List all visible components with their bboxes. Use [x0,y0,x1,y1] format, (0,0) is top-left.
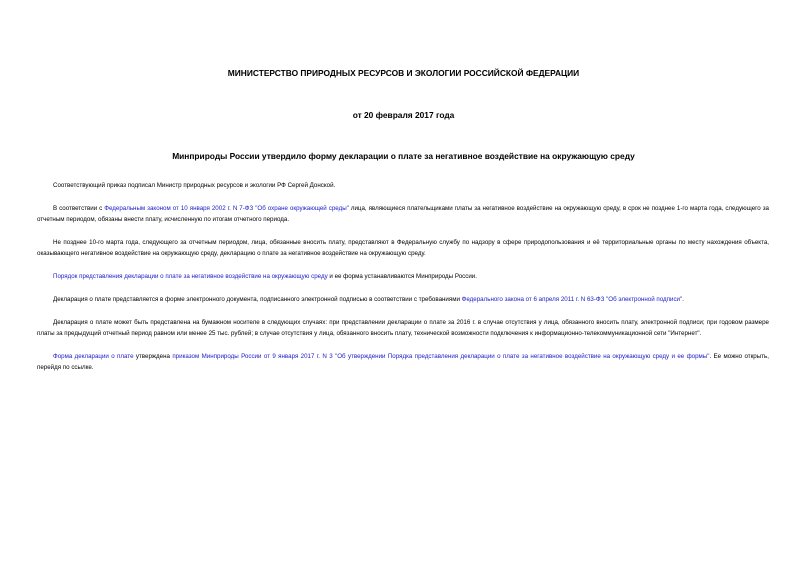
document-body [37,180,769,373]
paragraph-4-text-end: и ее форма устанавливаются Минприроды России. [327,273,477,280]
federal-law-signature-link[interactable]: Федерального закона от 6 апреля 2011 г. N 63-ФЗ "Об электронной подписи" [461,296,683,303]
paragraph-2-text-start: В соответствии с [53,205,105,212]
document-date: от 20 февраля 2017 года [352,110,455,120]
paragraph-4 [37,271,769,282]
paragraph-5-text-end: . [682,296,684,303]
paragraph-7-text-end: . Ее можно открыть, перейдя по ссылке. [37,353,769,371]
paragraph-2-text-end: лица, являющиеся плательщиками платы за негативное воздействие на окружающую среду, в срок не позднее 1-го марта года, следующего за отчетным периодом, обязаны внести плату, исчисленную по итогам отчетного периода. [37,205,769,223]
paragraph-3 [37,237,769,259]
ministry-order-link[interactable]: приказом Минприроды России от 9 января 2017 г. N 3 "Об утверждении Порядка представления декларации о плате за негативное воздействие на окружающую среду и ее формы" [172,353,710,360]
paragraph-1-text: Соответствующий приказ подписал Министр природных ресурсов и экологии РФ Сергей Донской. [53,182,336,189]
declaration-form-link[interactable]: Форма декларации о плате [53,353,134,360]
paragraph-5-text-start: Декларация о плате представляется в форме электронного документа, подписанного электронной подписью в соответствии с требованиями [53,296,462,303]
declaration-procedure-link[interactable]: Порядок представления декларации о плате за негативное воздействие на окружающую среду [53,273,328,280]
paragraph-2 [37,203,769,225]
document-title: Минприроды России утвердило форму декларации о плате за негативное воздействие на окружающую среду [172,151,635,161]
paragraph-3-text: Не позднее 10-го марта года, следующего за отчетным периодом, лица, обязанные вносить плату, представляют в Федеральную службу по надзору в сфере природопользования и её территориальные органы по месту нахождения объекта, оказывающего негативное воздействие на окружающую среду, декларацию о плате за негативное воздействие на окружающую среду. [37,239,769,257]
federal-law-environment-link[interactable]: Федеральным законом от 10 января 2002 г. N 7-ФЗ "Об охране окружающей среды" [104,205,349,212]
paragraph-6-text: Декларация о плате может быть представлена на бумажном носителе в следующих случаях: при представлении декларации о плате за 2016 г. в случае отсутствия у лица, обязанного вносить плату, электронной подписи; при годовом размере платы за предыдущий отчетный период равном или менее 25 тыс. рублей; в случае отсутствия у лица, обязанного вносить плату, технической возможности подключения к информационно-телекоммуникационной сети "Интернет". [37,319,769,337]
paragraph-5 [37,294,769,305]
organization-heading: МИНИСТЕРСТВО ПРИРОДНЫХ РЕСУРСОВ И ЭКОЛОГИИ РОССИЙСКОЙ ФЕДЕРАЦИИ [227,68,580,78]
paragraph-7 [37,351,769,373]
paragraph-6 [37,317,769,339]
paragraph-1 [37,180,769,191]
paragraph-7-text-mid: утверждена [133,353,173,360]
